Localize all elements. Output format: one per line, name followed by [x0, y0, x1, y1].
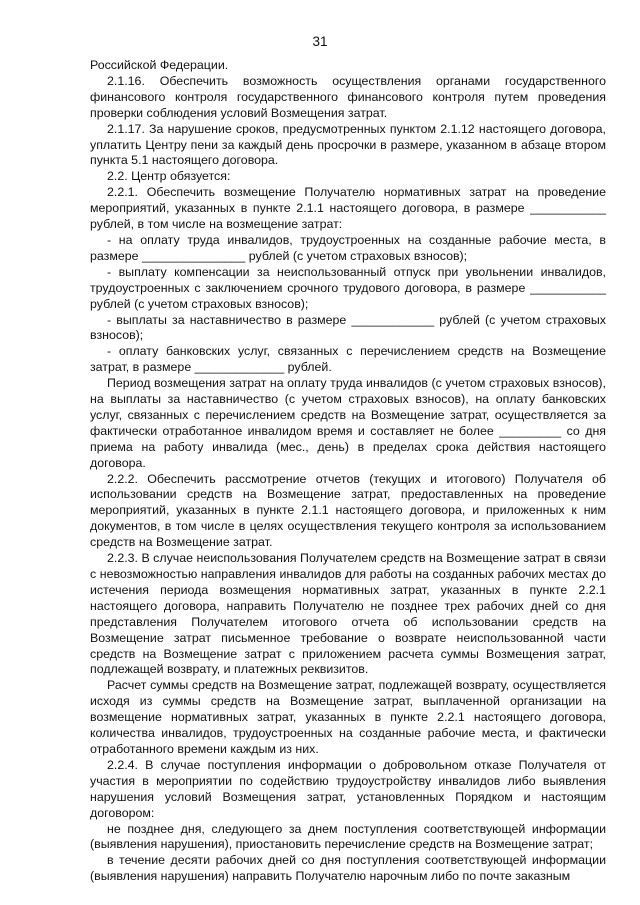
paragraph: 2.2. Центр обязуется:: [107, 169, 231, 184]
paragraph: 2.2.1. Обеспечить возмещение Получателю нормативных затрат на проведение мероприятий, указанных в пункте 2.1.1 настоящего договора, в размере ___________ рублей, в том числе на возмещение затрат:: [90, 185, 606, 232]
document-body: [90, 58, 606, 885]
paragraph: в течение десяти рабочих дней со дня поступления соответствующей информации (выявления нарушения) направить Получателю нарочным либо по почте заказным: [90, 853, 606, 884]
paragraph: - выплату компенсации за неиспользованный отпуск при увольнении инвалидов, трудоустроенных с заключением срочного трудового договора, в размере ___________ рублей (с учетом страховых взносов);: [90, 264, 606, 311]
paragraph: 2.2.3. В случае неиспользования Получателем средств на Возмещение затрат в связи с невозможностью направления инвалидов для работы на созданных рабочих местах до истечения периода возмещения нормативных затрат, указанных в пункте 2.2.1 настоящего договора, направить Получателю не позднее трех рабочих дней со дня представления Получателем итогового отчета об использовании средств на Возмещение затрат письменное требование о возврате неиспользованной части средств на Возмещение затрат с приложением расчета суммы Возмещения затрат, подлежащей возврату, и платежных реквизитов.: [90, 551, 606, 677]
paragraph: 2.1.17. За нарушение сроков, предусмотренных пунктом 2.1.12 настоящего договора, уплатить Центру пени за каждый день просрочки в размере, указанном в абзаце втором пункта 5.1 настоящего договора.: [90, 121, 606, 168]
paragraph: - выплаты за наставничество в размере ____________ рублей (с учетом страховых взносов);: [90, 312, 606, 343]
paragraph: 2.2.4. В случае поступления информации о добровольном отказе Получателя от участия в мероприятии по содействию трудоустройству инвалидов либо выявления нарушения условий Возмещения затрат, установленных Порядком и настоящим договором:: [90, 757, 606, 820]
paragraph: - на оплату труда инвалидов, трудоустроенных на созданные рабочие места, в размере _______________ рублей (с учетом страховых взносов);: [90, 232, 606, 263]
paragraph: не позднее дня, следующего за днем поступления соответствующей информации (выявления нарушения), приостановить перечисление средств на Возмещение затрат;: [90, 821, 606, 852]
paragraph: 2.2.2. Обеспечить рассмотрение отчетов (текущих и итогового) Получателя об использовании средств на Возмещение затрат, предоставленных на проведение мероприятий, указанных в пункте 2.1.1 настоящего договора, и приложенных к ним документов, в том числе в целях осуществления текущего контроля за использованием средств на Возмещение затрат.: [90, 471, 606, 550]
paragraph: Российской Федерации.: [90, 58, 229, 72]
paragraph: Расчет суммы средств на Возмещение затрат, подлежащей возврату, осуществляется исходя из суммы средств на Возмещение затрат, выплаченной организации на возмещение нормативных затрат, указанных в пункте 2.2.1 настоящего договора, количества инвалидов, трудоустроенных на созданные рабочие места, и фактически отработанного времени каждым из них.: [90, 678, 606, 756]
paragraph: Период возмещения затрат на оплату труда инвалидов (с учетом страховых взносов), на выплаты за наставничество (с учетом страховых взносов), на оплату банковских услуг, связанных с перечислением средств на Возмещение затрат, осуществляется за фактически отработанное инвалидом время и составляет не более _________ со дня приема на работу инвалида (мес., день) в пределах срока действия настоящего договора.: [90, 376, 606, 470]
paragraph: 2.1.16. Обеспечить возможность осуществления органами государственного финансового контроля государственного финансового контроля путем проведения проверки соблюдения условий Возмещения затрат.: [90, 73, 606, 120]
page-number: 31: [312, 34, 328, 49]
paragraph: - оплату банковских услуг, связанных с перечислением средств на Возмещение затрат, в размере _____________ рублей.: [90, 344, 606, 375]
